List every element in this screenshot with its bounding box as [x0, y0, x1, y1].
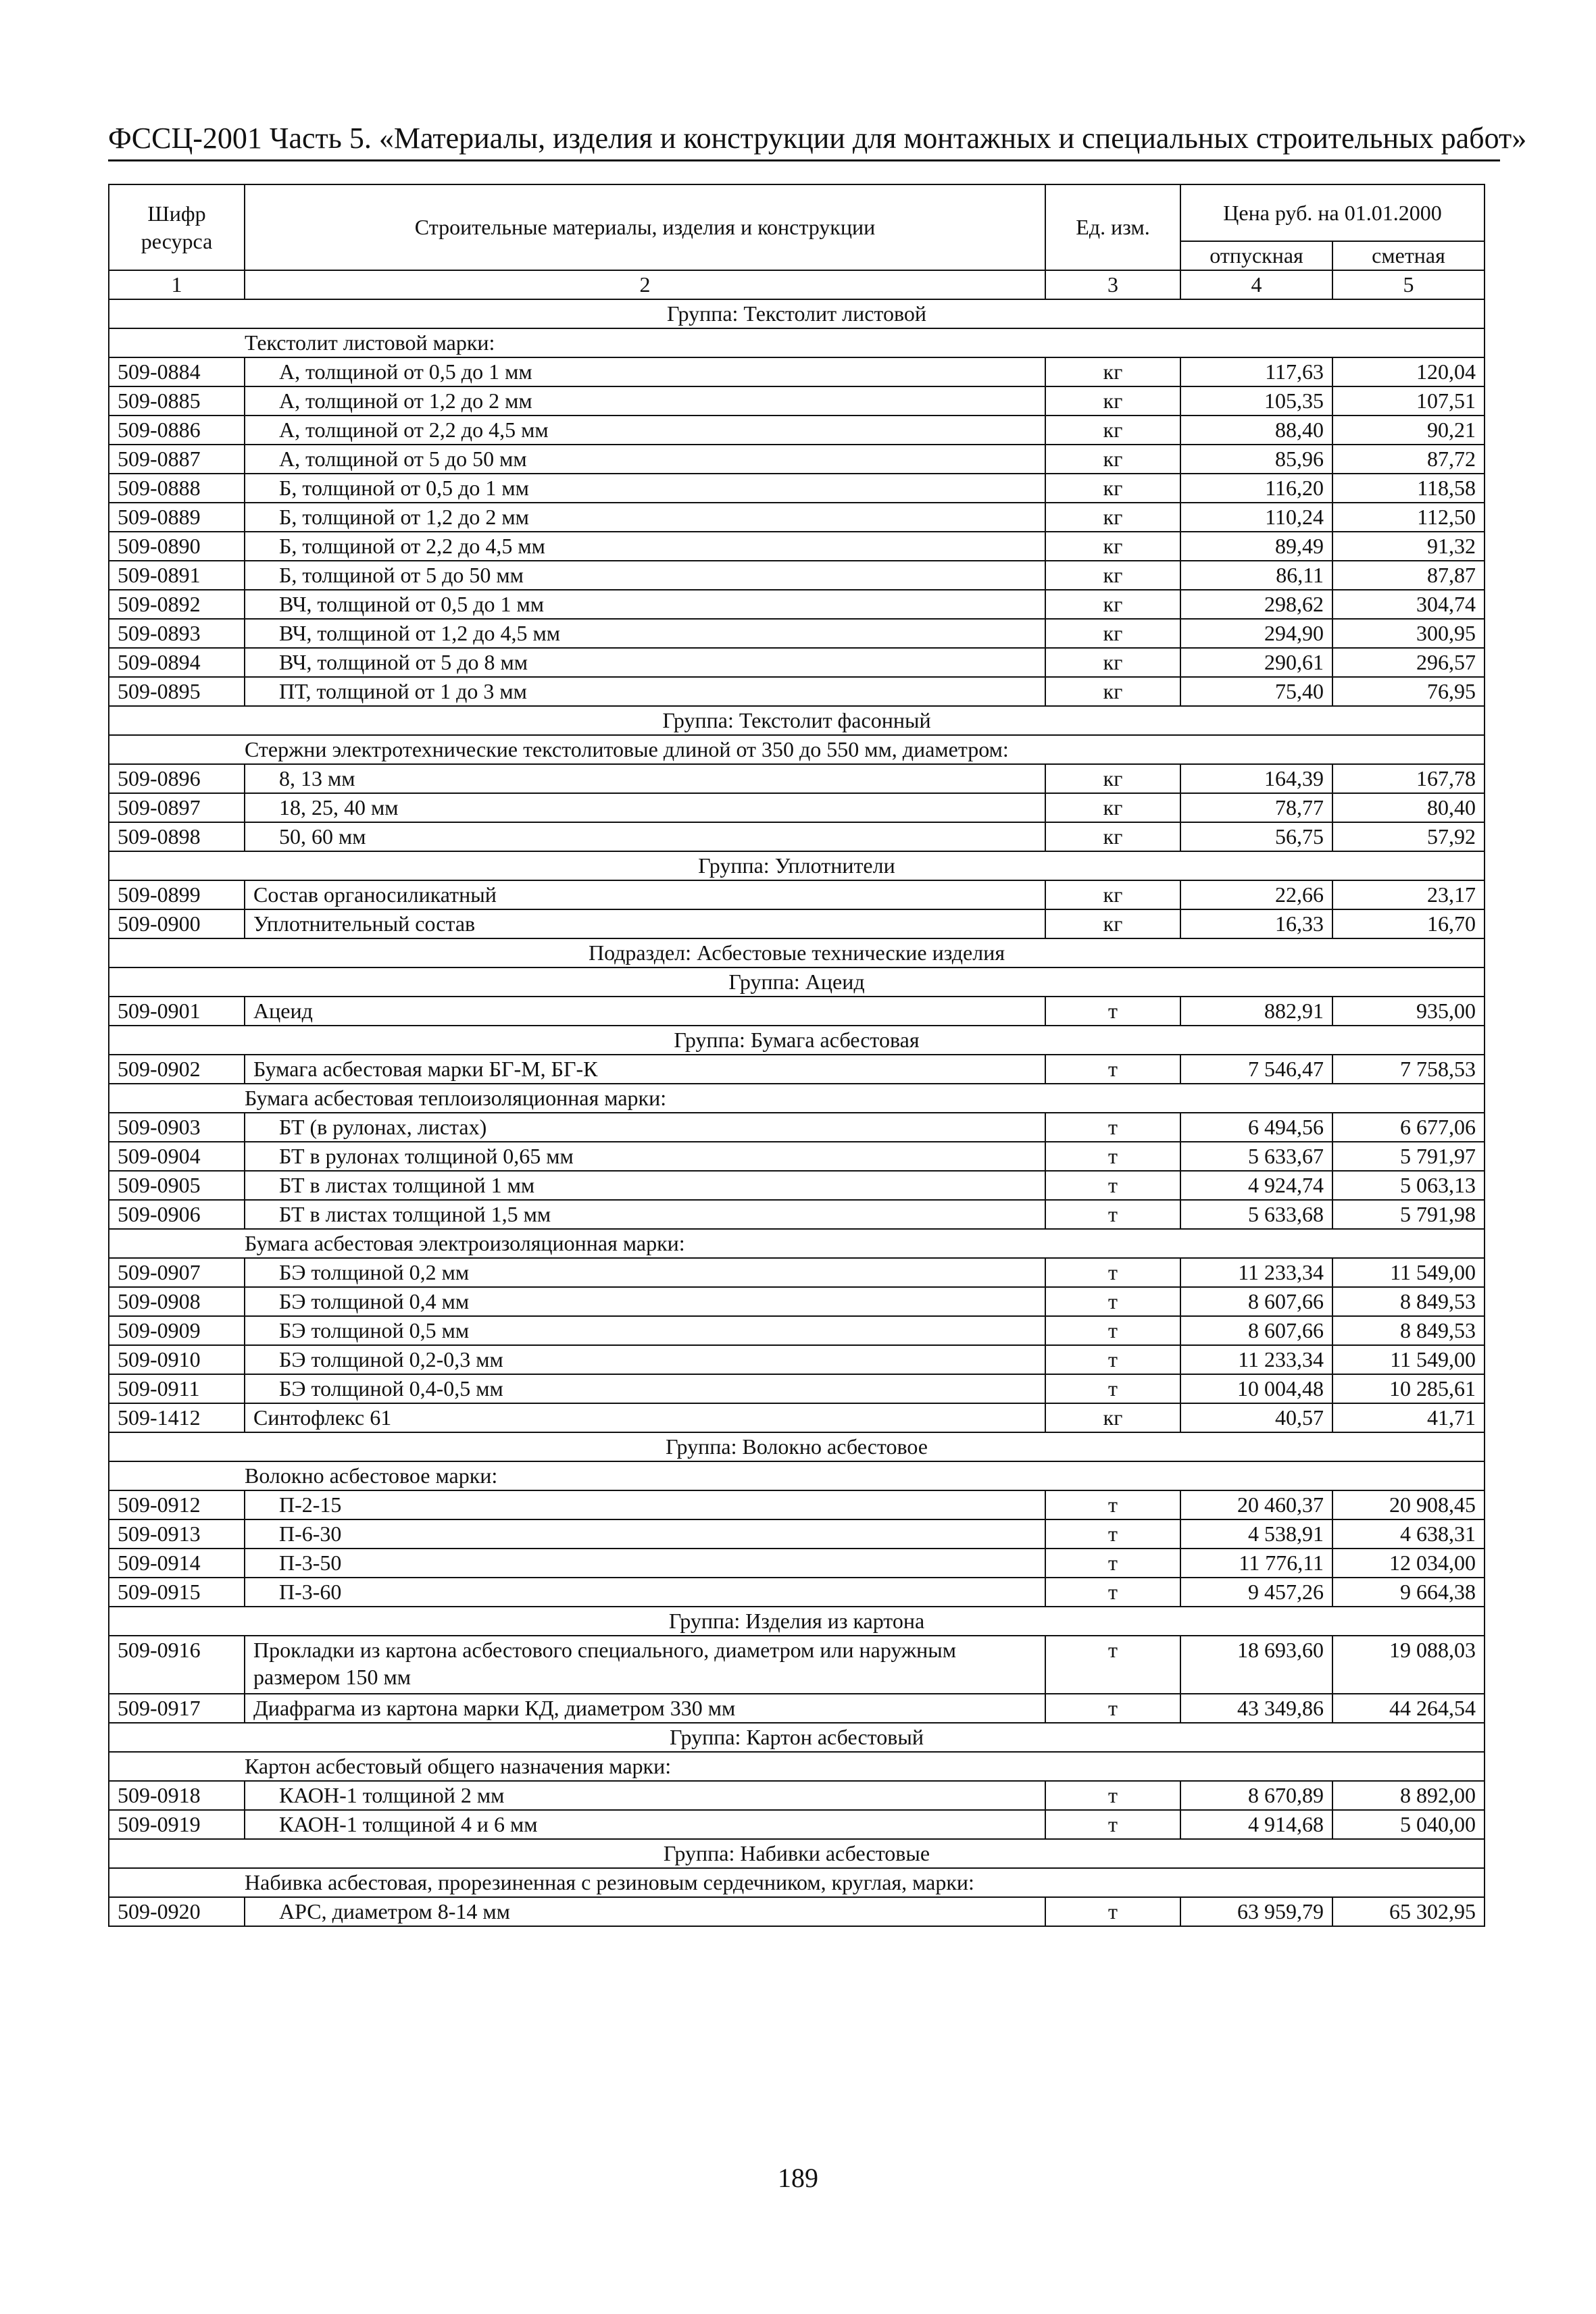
- material-name: БЭ толщиной 0,4 мм: [245, 1287, 1045, 1316]
- estimate-price: 300,95: [1332, 619, 1485, 648]
- resource-code: 509-0913: [109, 1519, 245, 1549]
- header-name: Строительные материалы, изделия и конструкции: [245, 184, 1045, 270]
- unit-cell: кг: [1045, 445, 1180, 474]
- release-price: 5 633,68: [1180, 1200, 1332, 1229]
- unit-cell: кг: [1045, 386, 1180, 416]
- table-row: [109, 445, 1485, 474]
- colnum-4: 4: [1180, 270, 1332, 299]
- group-heading-row: [109, 1723, 1485, 1752]
- resource-code: 509-0893: [109, 619, 245, 648]
- unit-cell: т: [1045, 1200, 1180, 1229]
- material-name: Состав органосиликатный: [245, 880, 1045, 909]
- column-number-row: [109, 270, 1485, 299]
- resource-code: 509-0907: [109, 1258, 245, 1287]
- release-price: 75,40: [1180, 677, 1332, 706]
- resource-code: 509-0887: [109, 445, 245, 474]
- table-row: [109, 997, 1485, 1026]
- estimate-price: 304,74: [1332, 590, 1485, 619]
- resource-code: 509-0888: [109, 474, 245, 503]
- material-name: П-6-30: [245, 1519, 1045, 1549]
- unit-cell: кг: [1045, 474, 1180, 503]
- estimate-price: 167,78: [1332, 764, 1485, 793]
- resource-code: 509-0892: [109, 590, 245, 619]
- estimate-price: 120,04: [1332, 357, 1485, 386]
- release-price: 63 959,79: [1180, 1897, 1332, 1926]
- resource-code: 509-0902: [109, 1055, 245, 1084]
- table-row: [109, 1636, 1485, 1694]
- table-row: [109, 1113, 1485, 1142]
- estimate-price: 76,95: [1332, 677, 1485, 706]
- resource-code: 509-0889: [109, 503, 245, 532]
- release-price: 56,75: [1180, 822, 1332, 851]
- estimate-price: 7 758,53: [1332, 1055, 1485, 1084]
- release-price: 86,11: [1180, 561, 1332, 590]
- table-row: [109, 1374, 1485, 1403]
- group-heading-row: [109, 1432, 1485, 1461]
- material-name: ВЧ, толщиной от 5 до 8 мм: [245, 648, 1045, 677]
- group-heading: Группа: Уплотнители: [109, 851, 1485, 880]
- unit-cell: кг: [1045, 416, 1180, 445]
- colnum-3: 3: [1045, 270, 1180, 299]
- table-row: [109, 532, 1485, 561]
- material-name: БТ в листах толщиной 1 мм: [245, 1171, 1045, 1200]
- material-name: П-3-60: [245, 1578, 1045, 1607]
- resource-code: 509-0901: [109, 997, 245, 1026]
- estimate-price: 91,32: [1332, 532, 1485, 561]
- estimate-price: 8 892,00: [1332, 1781, 1485, 1810]
- unit-cell: т: [1045, 1345, 1180, 1374]
- unit-cell: т: [1045, 997, 1180, 1026]
- estimate-price: 8 849,53: [1332, 1316, 1485, 1345]
- unit-cell: т: [1045, 1055, 1180, 1084]
- material-name: А, толщиной от 0,5 до 1 мм: [245, 357, 1045, 386]
- resource-code: 509-0909: [109, 1316, 245, 1345]
- resource-code: 509-0885: [109, 386, 245, 416]
- unit-cell: кг: [1045, 561, 1180, 590]
- estimate-price: 41,71: [1332, 1403, 1485, 1432]
- table-row: [109, 1578, 1485, 1607]
- release-price: 40,57: [1180, 1403, 1332, 1432]
- estimate-price: 5 791,98: [1332, 1200, 1485, 1229]
- material-name: Синтофлекс 61: [245, 1403, 1045, 1432]
- resource-code: 509-0917: [109, 1694, 245, 1723]
- unit-cell: т: [1045, 1636, 1180, 1694]
- resource-code: 509-0912: [109, 1490, 245, 1519]
- estimate-price: 935,00: [1332, 997, 1485, 1026]
- group-heading: Группа: Изделия из картона: [109, 1607, 1485, 1636]
- subheading-row: [109, 1229, 1485, 1258]
- table-row: [109, 1549, 1485, 1578]
- colnum-2: 2: [245, 270, 1045, 299]
- unit-cell: кг: [1045, 909, 1180, 938]
- release-price: 6 494,56: [1180, 1113, 1332, 1142]
- table-row: [109, 1142, 1485, 1171]
- unit-cell: кг: [1045, 357, 1180, 386]
- material-name: Б, толщиной от 2,2 до 4,5 мм: [245, 532, 1045, 561]
- price-table: [108, 184, 1485, 1927]
- resource-code: 509-0884: [109, 357, 245, 386]
- subheading: Бумага асбестовая электроизоляционная марки:: [109, 1229, 1485, 1258]
- header-release: отпускная: [1180, 241, 1332, 270]
- release-price: 16,33: [1180, 909, 1332, 938]
- estimate-price: 80,40: [1332, 793, 1485, 822]
- resource-code: 509-0906: [109, 1200, 245, 1229]
- estimate-price: 11 549,00: [1332, 1345, 1485, 1374]
- material-name: БТ (в рулонах, листах): [245, 1113, 1045, 1142]
- release-price: 8 607,66: [1180, 1287, 1332, 1316]
- table-row: [109, 416, 1485, 445]
- unit-cell: т: [1045, 1897, 1180, 1926]
- material-name: Диафрагма из картона марки КД, диаметром 330 мм: [245, 1694, 1045, 1723]
- resource-code: 509-0896: [109, 764, 245, 793]
- table-row: [109, 677, 1485, 706]
- subheading-row: [109, 328, 1485, 357]
- subheading: Картон асбестовый общего назначения марки:: [109, 1752, 1485, 1781]
- resource-code: 509-0911: [109, 1374, 245, 1403]
- material-name: П-3-50: [245, 1549, 1045, 1578]
- table-row: [109, 474, 1485, 503]
- unit-cell: т: [1045, 1287, 1180, 1316]
- unit-cell: кг: [1045, 677, 1180, 706]
- unit-cell: кг: [1045, 793, 1180, 822]
- group-heading: Группа: Набивки асбестовые: [109, 1839, 1485, 1868]
- estimate-price: 19 088,03: [1332, 1636, 1485, 1694]
- estimate-price: 57,92: [1332, 822, 1485, 851]
- release-price: 88,40: [1180, 416, 1332, 445]
- release-price: 11 776,11: [1180, 1549, 1332, 1578]
- table-row: [109, 1258, 1485, 1287]
- group-heading: Группа: Картон асбестовый: [109, 1723, 1485, 1752]
- resource-code: 509-0916: [109, 1636, 245, 1694]
- unit-cell: т: [1045, 1142, 1180, 1171]
- material-name: КАОН-1 толщиной 4 и 6 мм: [245, 1810, 1045, 1839]
- table-row: [109, 793, 1485, 822]
- resource-code: 509-0920: [109, 1897, 245, 1926]
- material-name: КАОН-1 толщиной 2 мм: [245, 1781, 1045, 1810]
- table-header-row: [109, 184, 1485, 241]
- release-price: 4 914,68: [1180, 1810, 1332, 1839]
- release-price: 290,61: [1180, 648, 1332, 677]
- subsection-heading: Подраздел: Асбестовые технические изделия: [109, 938, 1485, 967]
- release-price: 22,66: [1180, 880, 1332, 909]
- material-name: Ацеид: [245, 997, 1045, 1026]
- unit-cell: т: [1045, 1374, 1180, 1403]
- material-name: П-2-15: [245, 1490, 1045, 1519]
- release-price: 8 607,66: [1180, 1316, 1332, 1345]
- subheading-row: [109, 735, 1485, 764]
- release-price: 117,63: [1180, 357, 1332, 386]
- group-heading-row: [109, 1839, 1485, 1868]
- table-row: [109, 822, 1485, 851]
- table-row: [109, 1490, 1485, 1519]
- release-price: 882,91: [1180, 997, 1332, 1026]
- release-price: 4 924,74: [1180, 1171, 1332, 1200]
- subheading: Текстолит листовой марки:: [109, 328, 1485, 357]
- material-name: БТ в рулонах толщиной 0,65 мм: [245, 1142, 1045, 1171]
- resource-code: 509-0910: [109, 1345, 245, 1374]
- release-price: 5 633,67: [1180, 1142, 1332, 1171]
- unit-cell: кг: [1045, 822, 1180, 851]
- release-price: 7 546,47: [1180, 1055, 1332, 1084]
- unit-cell: т: [1045, 1171, 1180, 1200]
- resource-code: 509-0899: [109, 880, 245, 909]
- table-row: [109, 764, 1485, 793]
- table-row: [109, 619, 1485, 648]
- estimate-price: 87,72: [1332, 445, 1485, 474]
- subsection-heading-row: [109, 938, 1485, 967]
- unit-cell: кг: [1045, 880, 1180, 909]
- table-row: [109, 1171, 1485, 1200]
- material-name: Б, толщиной от 1,2 до 2 мм: [245, 503, 1045, 532]
- material-name: ПТ, толщиной от 1 до 3 мм: [245, 677, 1045, 706]
- material-name: Б, толщиной от 0,5 до 1 мм: [245, 474, 1045, 503]
- release-price: 78,77: [1180, 793, 1332, 822]
- estimate-price: 44 264,54: [1332, 1694, 1485, 1723]
- table-row: [109, 1781, 1485, 1810]
- estimate-price: 16,70: [1332, 909, 1485, 938]
- resource-code: 509-0908: [109, 1287, 245, 1316]
- resource-code: 509-0890: [109, 532, 245, 561]
- release-price: 11 233,34: [1180, 1258, 1332, 1287]
- resource-code: 509-0915: [109, 1578, 245, 1607]
- header-price: Цена руб. на 01.01.2000: [1180, 184, 1485, 241]
- subheading-row: [109, 1752, 1485, 1781]
- release-price: 294,90: [1180, 619, 1332, 648]
- material-name: Уплотнительный состав: [245, 909, 1045, 938]
- group-heading-row: [109, 1607, 1485, 1636]
- unit-cell: т: [1045, 1113, 1180, 1142]
- estimate-price: 5 791,97: [1332, 1142, 1485, 1171]
- subheading: Стержни электротехнические текстолитовые длиной от 350 до 550 мм, диаметром:: [109, 735, 1485, 764]
- estimate-price: 4 638,31: [1332, 1519, 1485, 1549]
- estimate-price: 90,21: [1332, 416, 1485, 445]
- table-row: [109, 1897, 1485, 1926]
- table-row: [109, 1519, 1485, 1549]
- release-price: 89,49: [1180, 532, 1332, 561]
- page-number: 189: [778, 2163, 818, 2193]
- table-row: [109, 386, 1485, 416]
- group-heading-row: [109, 299, 1485, 328]
- table-row: [109, 1287, 1485, 1316]
- unit-cell: т: [1045, 1694, 1180, 1723]
- resource-code: 509-0891: [109, 561, 245, 590]
- resource-code: 509-0900: [109, 909, 245, 938]
- estimate-price: 296,57: [1332, 648, 1485, 677]
- subheading-row: [109, 1084, 1485, 1113]
- table-row: [109, 880, 1485, 909]
- unit-cell: кг: [1045, 1403, 1180, 1432]
- estimate-price: 112,50: [1332, 503, 1485, 532]
- material-name: А, толщиной от 1,2 до 2 мм: [245, 386, 1045, 416]
- estimate-price: 9 664,38: [1332, 1578, 1485, 1607]
- estimate-price: 87,87: [1332, 561, 1485, 590]
- material-name: БЭ толщиной 0,2-0,3 мм: [245, 1345, 1045, 1374]
- material-name: Прокладки из картона асбестового специального, диаметром или наружным размером 150 мм: [245, 1636, 1045, 1694]
- colnum-1: 1: [109, 270, 245, 299]
- release-price: 8 670,89: [1180, 1781, 1332, 1810]
- unit-cell: кг: [1045, 619, 1180, 648]
- group-heading-row: [109, 967, 1485, 997]
- resource-code: 509-0895: [109, 677, 245, 706]
- table-row: [109, 1345, 1485, 1374]
- release-price: 11 233,34: [1180, 1345, 1332, 1374]
- unit-cell: т: [1045, 1810, 1180, 1839]
- unit-cell: т: [1045, 1578, 1180, 1607]
- table-row: [109, 1316, 1485, 1345]
- resource-code: 509-0894: [109, 648, 245, 677]
- unit-cell: т: [1045, 1490, 1180, 1519]
- unit-cell: кг: [1045, 648, 1180, 677]
- material-name: А, толщиной от 5 до 50 мм: [245, 445, 1045, 474]
- subheading-row: [109, 1868, 1485, 1897]
- estimate-price: 107,51: [1332, 386, 1485, 416]
- unit-cell: т: [1045, 1519, 1180, 1549]
- release-price: 116,20: [1180, 474, 1332, 503]
- release-price: 298,62: [1180, 590, 1332, 619]
- estimate-price: 11 549,00: [1332, 1258, 1485, 1287]
- group-heading: Группа: Текстолит листовой: [109, 299, 1485, 328]
- group-heading: Группа: Ацеид: [109, 967, 1485, 997]
- table-row: [109, 590, 1485, 619]
- release-price: 110,24: [1180, 503, 1332, 532]
- header-estimate: сметная: [1332, 241, 1485, 270]
- unit-cell: т: [1045, 1258, 1180, 1287]
- resource-code: 509-0886: [109, 416, 245, 445]
- release-price: 9 457,26: [1180, 1578, 1332, 1607]
- group-heading: Группа: Текстолит фасонный: [109, 706, 1485, 735]
- table-row: [109, 561, 1485, 590]
- subheading: Волокно асбестовое марки:: [109, 1461, 1485, 1490]
- release-price: 85,96: [1180, 445, 1332, 474]
- table-row: [109, 1403, 1485, 1432]
- group-heading: Группа: Волокно асбестовое: [109, 1432, 1485, 1461]
- release-price: 164,39: [1180, 764, 1332, 793]
- material-name: ВЧ, толщиной от 1,2 до 4,5 мм: [245, 619, 1045, 648]
- unit-cell: т: [1045, 1549, 1180, 1578]
- resource-code: 509-0919: [109, 1810, 245, 1839]
- material-name: БТ в листах толщиной 1,5 мм: [245, 1200, 1045, 1229]
- material-name: Б, толщиной от 5 до 50 мм: [245, 561, 1045, 590]
- material-name: ВЧ, толщиной от 0,5 до 1 мм: [245, 590, 1045, 619]
- subheading-row: [109, 1461, 1485, 1490]
- table-row: [109, 1200, 1485, 1229]
- table-row: [109, 1694, 1485, 1723]
- release-price: 4 538,91: [1180, 1519, 1332, 1549]
- estimate-price: 118,58: [1332, 474, 1485, 503]
- release-price: 43 349,86: [1180, 1694, 1332, 1723]
- group-heading-row: [109, 1026, 1485, 1055]
- material-name: 8, 13 мм: [245, 764, 1045, 793]
- estimate-price: 6 677,06: [1332, 1113, 1485, 1142]
- group-heading: Группа: Бумага асбестовая: [109, 1026, 1485, 1055]
- resource-code: 509-0904: [109, 1142, 245, 1171]
- table-row: [109, 648, 1485, 677]
- estimate-price: 5 040,00: [1332, 1810, 1485, 1839]
- header-code: Шифр ресурса: [109, 184, 245, 270]
- table-row: [109, 503, 1485, 532]
- group-heading-row: [109, 706, 1485, 735]
- unit-cell: кг: [1045, 503, 1180, 532]
- resource-code: 509-0897: [109, 793, 245, 822]
- release-price: 10 004,48: [1180, 1374, 1332, 1403]
- resource-code: 509-1412: [109, 1403, 245, 1432]
- material-name: 18, 25, 40 мм: [245, 793, 1045, 822]
- estimate-price: 8 849,53: [1332, 1287, 1485, 1316]
- release-price: 20 460,37: [1180, 1490, 1332, 1519]
- table-row: [109, 357, 1485, 386]
- material-name: А, толщиной от 2,2 до 4,5 мм: [245, 416, 1045, 445]
- table-row: [109, 1810, 1485, 1839]
- table-row: [109, 909, 1485, 938]
- subheading: Бумага асбестовая теплоизоляционная марки:: [109, 1084, 1485, 1113]
- material-name: БЭ толщиной 0,4-0,5 мм: [245, 1374, 1045, 1403]
- estimate-price: 10 285,61: [1332, 1374, 1485, 1403]
- table-row: [109, 1055, 1485, 1084]
- unit-cell: кг: [1045, 532, 1180, 561]
- unit-cell: т: [1045, 1316, 1180, 1345]
- resource-code: 509-0905: [109, 1171, 245, 1200]
- resource-code: 509-0898: [109, 822, 245, 851]
- estimate-price: 20 908,45: [1332, 1490, 1485, 1519]
- material-name: БЭ толщиной 0,2 мм: [245, 1258, 1045, 1287]
- estimate-price: 5 063,13: [1332, 1171, 1485, 1200]
- header-unit: Ед. изм.: [1045, 184, 1180, 270]
- header-rule: [108, 159, 1500, 161]
- material-name: АРС, диаметром 8-14 мм: [245, 1897, 1045, 1926]
- resource-code: 509-0903: [109, 1113, 245, 1142]
- unit-cell: кг: [1045, 590, 1180, 619]
- material-name: Бумага асбестовая марки БГ-М, БГ-К: [245, 1055, 1045, 1084]
- estimate-price: 65 302,95: [1332, 1897, 1485, 1926]
- material-name: 50, 60 мм: [245, 822, 1045, 851]
- release-price: 18 693,60: [1180, 1636, 1332, 1694]
- release-price: 105,35: [1180, 386, 1332, 416]
- page-header-title: ФССЦ-2001 Часть 5. «Материалы, изделия и конструкции для монтажных и специальных строительных работ»: [108, 122, 1527, 155]
- unit-cell: т: [1045, 1781, 1180, 1810]
- subheading: Набивка асбестовая, прорезиненная с резиновым сердечником, круглая, марки:: [109, 1868, 1485, 1897]
- group-heading-row: [109, 851, 1485, 880]
- estimate-price: 23,17: [1332, 880, 1485, 909]
- resource-code: 509-0918: [109, 1781, 245, 1810]
- colnum-5: 5: [1332, 270, 1485, 299]
- resource-code: 509-0914: [109, 1549, 245, 1578]
- material-name: БЭ толщиной 0,5 мм: [245, 1316, 1045, 1345]
- estimate-price: 12 034,00: [1332, 1549, 1485, 1578]
- unit-cell: кг: [1045, 764, 1180, 793]
